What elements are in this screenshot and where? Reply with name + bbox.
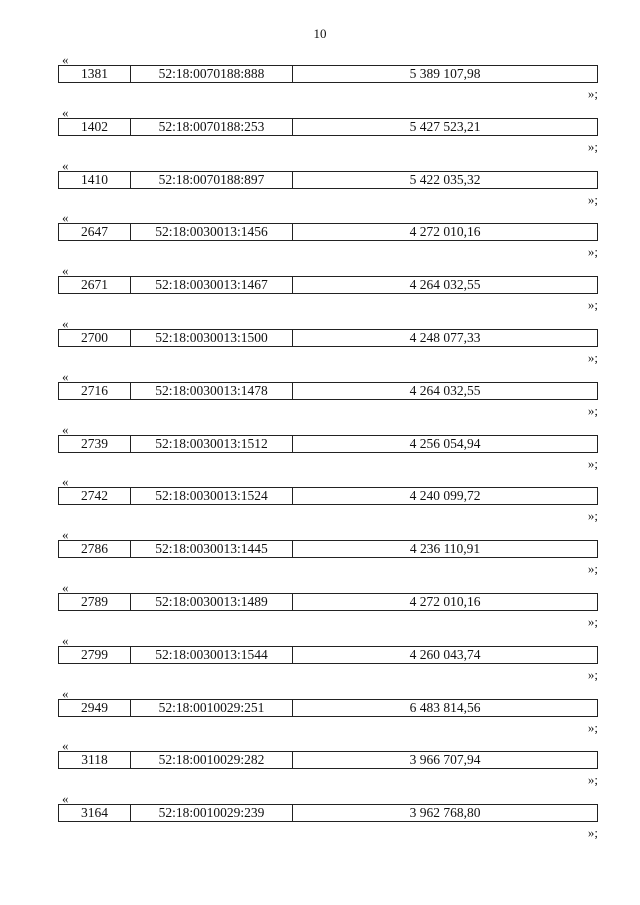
value-cell: 4 240 099,72 bbox=[409, 488, 481, 504]
closing-quote: »; bbox=[587, 508, 598, 524]
opening-quote: « bbox=[62, 632, 69, 648]
opening-quote: « bbox=[62, 263, 69, 279]
table-row bbox=[58, 276, 598, 294]
table-row bbox=[58, 804, 598, 822]
closing-quote: »; bbox=[587, 191, 598, 207]
value-cell: 4 272 010,16 bbox=[409, 594, 481, 609]
opening-quote: « bbox=[62, 157, 69, 173]
closing-quote: »; bbox=[587, 138, 598, 154]
closing-quote: »; bbox=[587, 402, 598, 418]
row-number-cell: 2799 bbox=[59, 647, 131, 663]
cadastral-number-cell: 52:18:0030013:1512 bbox=[131, 436, 293, 452]
closing-quote: »; bbox=[587, 561, 598, 577]
table-entry bbox=[0, 211, 640, 261]
opening-quote: « bbox=[62, 104, 69, 120]
closing-quote: »; bbox=[587, 614, 598, 629]
value-cell: 4 264 032,55 bbox=[409, 382, 481, 398]
cadastral-number-cell: 52:18:0030013:1500 bbox=[131, 330, 293, 346]
row-number-cell: 2671 bbox=[59, 277, 131, 293]
table-entry bbox=[0, 106, 640, 156]
row-number-cell: 3118 bbox=[59, 752, 131, 768]
table-row bbox=[58, 751, 598, 769]
row-number-cell: 1402 bbox=[59, 119, 131, 135]
table-entry bbox=[0, 792, 640, 842]
table-row bbox=[58, 540, 598, 558]
opening-quote: « bbox=[62, 210, 69, 226]
page-number: 10 bbox=[313, 26, 327, 41]
cadastral-number-cell: 52:18:0070188:253 bbox=[131, 119, 293, 135]
table-entry bbox=[0, 317, 640, 367]
row-number-cell: 2700 bbox=[59, 330, 131, 346]
table-entry bbox=[0, 159, 640, 209]
table-entry bbox=[0, 634, 640, 684]
table-row bbox=[58, 382, 598, 400]
row-number-cell: 3164 bbox=[59, 805, 131, 821]
table-row bbox=[58, 435, 598, 453]
table-row bbox=[58, 699, 598, 717]
value-cell: 6 483 814,56 bbox=[409, 699, 481, 715]
opening-quote: « bbox=[62, 52, 69, 67]
value-cell: 5 422 035,32 bbox=[409, 171, 481, 187]
opening-quote: « bbox=[62, 316, 69, 331]
opening-quote: « bbox=[62, 791, 69, 807]
cadastral-number-cell: 52:18:0010029:239 bbox=[131, 805, 293, 821]
table-row bbox=[58, 487, 598, 505]
closing-quote: »; bbox=[587, 350, 598, 365]
value-cell: 4 264 032,55 bbox=[409, 277, 481, 293]
table-entry bbox=[0, 739, 640, 789]
table-row bbox=[58, 118, 598, 136]
table-row bbox=[58, 223, 598, 241]
closing-quote: »; bbox=[587, 455, 598, 471]
opening-quote: « bbox=[62, 368, 69, 384]
closing-quote: »; bbox=[587, 825, 598, 841]
value-cell: 5 389 107,98 bbox=[409, 66, 481, 81]
table-entry bbox=[0, 475, 640, 525]
table-entry bbox=[0, 53, 640, 103]
row-number-cell: 2716 bbox=[59, 383, 131, 399]
table-entry bbox=[0, 528, 640, 578]
opening-quote: « bbox=[62, 738, 69, 754]
row-number-cell: 2742 bbox=[59, 488, 131, 504]
opening-quote: « bbox=[62, 580, 69, 595]
table-row bbox=[58, 65, 598, 83]
value-cell: 4 256 054,94 bbox=[409, 435, 481, 451]
cadastral-number-cell: 52:18:0030013:1478 bbox=[131, 383, 293, 399]
table-row bbox=[58, 329, 598, 347]
value-cell: 4 236 110,91 bbox=[409, 541, 481, 557]
value-cell: 3 966 707,94 bbox=[409, 752, 481, 768]
cadastral-number-cell: 52:18:0030013:1489 bbox=[131, 594, 293, 610]
row-number-cell: 2786 bbox=[59, 541, 131, 557]
cadastral-number-cell: 52:18:0070188:897 bbox=[131, 172, 293, 188]
table-row bbox=[58, 171, 598, 189]
cadastral-number-cell: 52:18:0030013:1544 bbox=[131, 647, 293, 663]
closing-quote: »; bbox=[587, 244, 598, 260]
table-entry bbox=[0, 370, 640, 420]
value-cell: 4 248 077,33 bbox=[409, 330, 481, 345]
cadastral-number-cell: 52:18:0030013:1524 bbox=[131, 488, 293, 504]
row-number-cell: 2739 bbox=[59, 436, 131, 452]
table-entry bbox=[0, 581, 640, 631]
opening-quote: « bbox=[62, 527, 69, 543]
value-cell: 4 260 043,74 bbox=[409, 646, 481, 662]
opening-quote: « bbox=[62, 685, 69, 701]
closing-quote: »; bbox=[587, 86, 598, 101]
row-number-cell: 2647 bbox=[59, 224, 131, 240]
value-cell: 5 427 523,21 bbox=[409, 118, 481, 134]
table-row bbox=[58, 646, 598, 664]
table-entry bbox=[0, 687, 640, 737]
closing-quote: »; bbox=[587, 297, 598, 313]
row-number-cell: 1410 bbox=[59, 172, 131, 188]
closing-quote: »; bbox=[587, 772, 598, 788]
cadastral-number-cell: 52:18:0030013:1467 bbox=[131, 277, 293, 293]
value-cell: 4 272 010,16 bbox=[409, 224, 481, 240]
closing-quote: »; bbox=[587, 719, 598, 735]
table-entry bbox=[0, 423, 640, 473]
opening-quote: « bbox=[62, 421, 69, 437]
cadastral-number-cell: 52:18:0010029:282 bbox=[131, 752, 293, 768]
table-entry bbox=[0, 264, 640, 314]
value-cell: 3 962 768,80 bbox=[409, 805, 481, 821]
row-number-cell: 1381 bbox=[59, 66, 131, 82]
closing-quote: »; bbox=[587, 666, 598, 682]
cadastral-number-cell: 52:18:0030013:1445 bbox=[131, 541, 293, 557]
row-number-cell: 2789 bbox=[59, 594, 131, 610]
cadastral-number-cell: 52:18:0010029:251 bbox=[131, 700, 293, 716]
table-row bbox=[58, 593, 598, 611]
row-number-cell: 2949 bbox=[59, 700, 131, 716]
cadastral-number-cell: 52:18:0070188:888 bbox=[131, 66, 293, 82]
opening-quote: « bbox=[62, 474, 69, 490]
cadastral-number-cell: 52:18:0030013:1456 bbox=[131, 224, 293, 240]
